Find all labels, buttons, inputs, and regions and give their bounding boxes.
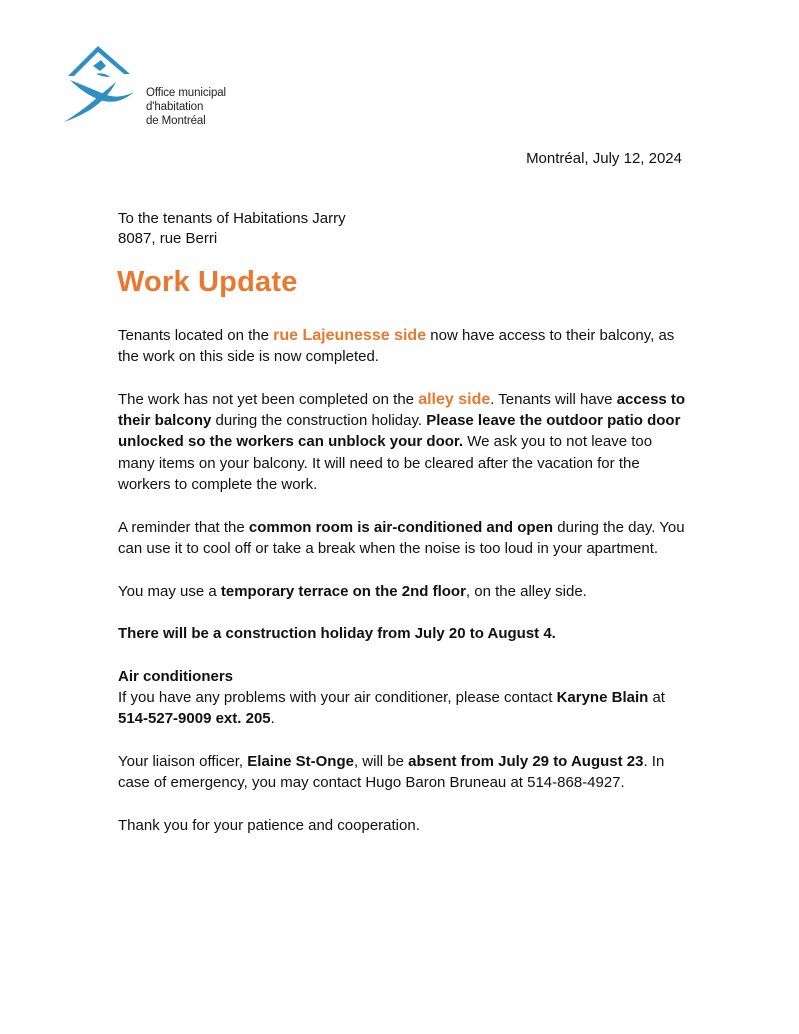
page-title: Work Update [117,266,298,298]
text: If you have any problems with your air conditioner, please contact [118,689,557,707]
officer-name: Elaine St-Onge [247,752,354,770]
paragraph-lajeunesse [118,325,690,368]
paragraph-liaison-officer [118,751,690,794]
address-line-2: 8087, rue Berri [118,230,218,247]
text: . In case of emergency, you may contact Hugo Baron Bruneau at 514-868-4927. [118,752,665,792]
contact-name: Karyne Blain [556,689,649,707]
logo-line-1: Office municipal [146,87,227,99]
paragraph-terrace [118,581,690,602]
text: Your liaison officer, [118,752,248,770]
bold-text: Please leave the outdoor patio door unlocked so the workers can unblock your door. [118,412,681,451]
highlight-alley-side: alley side [418,390,491,408]
text: The work has not yet been completed on the [118,390,419,408]
logo-line-2: d'habitation [146,101,204,113]
paragraph-common-room [118,517,690,560]
bold-text: access to their balcony [118,390,686,430]
paragraph-alley-side [118,389,690,495]
absence-dates: absent from July 29 to August 23 [408,752,644,770]
text: during the day. You can use it to cool off or take a break when the noise is too loud in your apartment. [118,518,685,557]
recipient-address [118,209,346,249]
bold-text: There will be a construction holiday from July 20 to August 4. [118,625,556,643]
paragraph-construction-holiday [118,623,690,644]
address-line-1: To the tenants of Habitations Jarry [118,210,346,227]
text: Tenants located on the [118,327,274,344]
logo-line-3: de Montréal [146,115,206,127]
text: now have access to their balcony, as the work on this side is now completed. [118,327,675,366]
letter-date: Montréal, July 12, 2024 [526,150,682,167]
highlight-rue-lajeunesse: rue Lajeunesse side [273,327,427,344]
omhm-logo-icon [60,44,140,128]
text: , will be [353,752,409,770]
paragraph-air-conditioners [118,666,690,730]
text: . [270,710,275,728]
section-heading: Air conditioners [118,667,234,685]
omhm-logo [60,44,250,128]
text: You may use a [118,582,221,600]
paragraph-thanks: Thank you for your patience and cooperation. [118,816,420,834]
bold-text: common room is air-conditioned and open [248,518,554,536]
letter-body [118,325,690,857]
text: during the construction holiday. [211,412,427,430]
text: A reminder that the [118,518,249,536]
bold-text: temporary terrace on the 2nd floor [220,582,466,600]
text: We ask you to not leave too many items on your balcony. It will need to be cleared after the vacation for the workers to complete the work. [118,433,653,494]
text: , on the alley side. [465,582,587,600]
text: . Tenants will have [490,390,617,408]
contact-phone: 514-527-9009 ext. 205 [118,710,271,728]
text: at [648,689,665,707]
omhm-logo-wordmark [146,86,226,128]
